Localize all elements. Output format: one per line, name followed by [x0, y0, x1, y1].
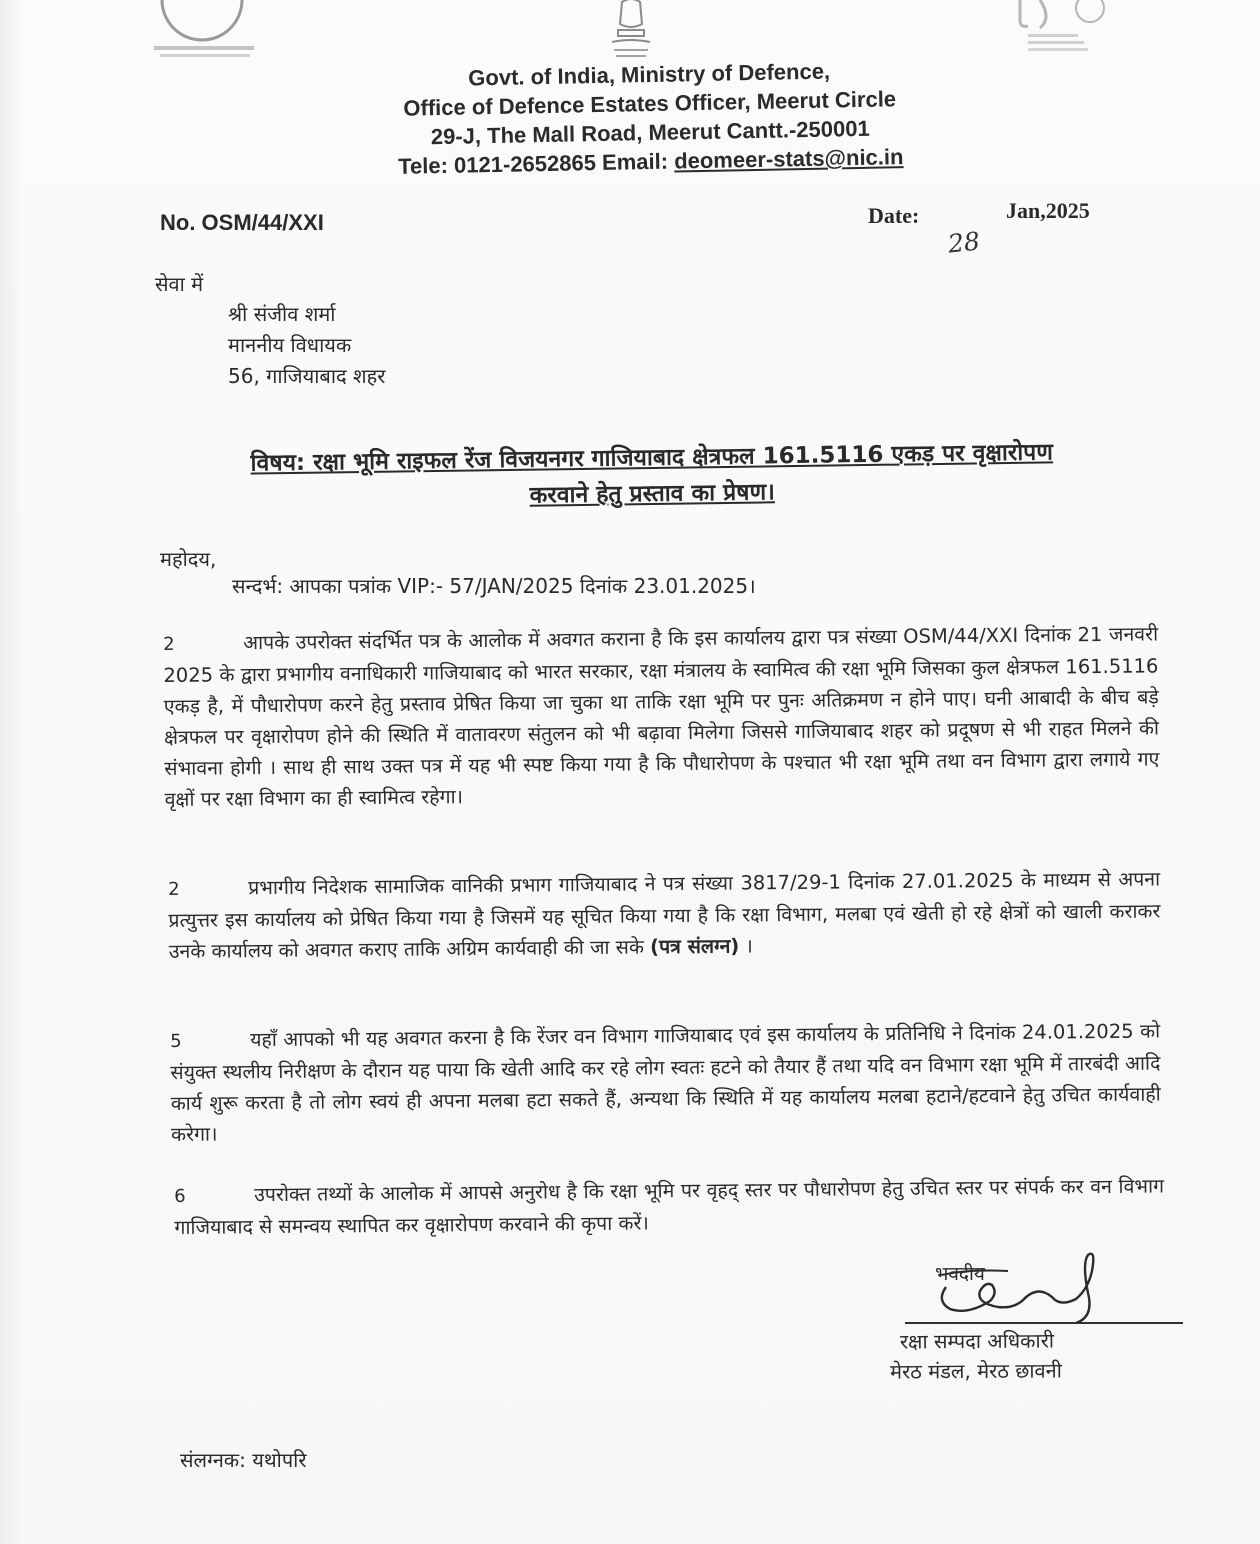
- salutation: महोदय,: [160, 547, 217, 571]
- paragraph: [168, 863, 1161, 967]
- left-logo-icon: [150, 0, 260, 62]
- addressee-constituency: 56, गाजियाबाद शहर: [228, 364, 386, 388]
- addressee-to: सेवा में: [155, 272, 204, 296]
- signature-line: [905, 1322, 1183, 1324]
- closing-bhavdiya: भवदीय: [935, 1263, 985, 1285]
- reference-number: No. OSM/44/XXI: [160, 210, 324, 235]
- national-emblem-icon: [600, 0, 662, 62]
- paragraph-number: 6: [174, 1185, 186, 1207]
- addressee-name: श्री संजीव शर्मा: [228, 302, 336, 326]
- subject: [172, 433, 1133, 518]
- letterhead-office: Office of Defence Estates Officer, Meerut Circle: [403, 86, 897, 121]
- letterhead: [329, 54, 971, 182]
- signatory-block: [890, 1325, 1062, 1386]
- paragraph: [163, 618, 1160, 815]
- paragraph: [170, 1015, 1161, 1149]
- letterhead-address: 29-J, The Mall Road, Meerut Cantt.-250001: [430, 115, 870, 150]
- paragraph-text: प्रभागीय निदेशक सामाजिक वानिकी प्रभाग गाजियाबाद ने पत्र संख्या 3817/29-1 दिनांक 27.01.2025 के माध्यम से अपना प्रत्युत्तर इस कार्यालय को प्रेषित किया गया है जिसमें यह सूचित किया गया है कि रक्षा विभाग, मलबा एवं खेती हो रहे क्षेत्रों को खाली कराकर उनके कार्यालय को अवगत कराए ताकि अग्रिम कार्यवाही की जा सके: [168, 867, 1161, 963]
- paragraph-tail: ।: [739, 934, 753, 958]
- paragraph: [174, 1170, 1165, 1243]
- right-logo-icon: [1010, 0, 1130, 56]
- subject-line-1: विषय: रक्षा भूमि राइफल रेंज विजयनगर गाजियाबाद क्षेत्रफल 161.5116 एकड़ पर वृक्षारोपण: [250, 439, 1054, 477]
- signatory-office: मेरठ मंडल, मेरठ छावनी: [890, 1358, 1062, 1384]
- letterhead-phone: Tele: 0121-2652865 Email:: [397, 148, 675, 179]
- paragraph-text: यहाँ आपको भी यह अवगत करना है कि रेंजर वन विभाग गाजियाबाद एवं इस कार्यालय के प्रतिनिधि ने दिनांक 24.01.2025 को संयुक्त स्थलीय निरीक्षण के दौरान यह पाया कि खेती आदि कर रहे लोग स्वतः हटने को तैयार हैं तथा यदि वन विभाग रक्षा भूमि में तारबंदी आदि कार्य शुरू करता है तो लोग स्वयं ही अपना मलबा हटा सकते हैं, अन्यथा कि स्थिति में यह कार्यालय मलबा हटाने/हटवाने हेतु उचित कार्यवाही करेगा।: [170, 1019, 1161, 1146]
- paragraph-text: उपरोक्त तथ्यों के आलोक में आपसे अनुरोध है कि रक्षा भूमि पर वृहद् स्तर पर पौधारोपण हेतु उचित स्तर पर संपर्क कर वन विभाग गाजियाबाद से समन्वय स्थापित कर वृक्षारोपण करवाने की कृपा करें।: [174, 1174, 1165, 1239]
- paragraph-number: 2: [168, 878, 180, 900]
- date-value: Jan,2025: [1006, 198, 1090, 223]
- signatory-designation: रक्षा सम्पदा अधिकारी: [899, 1328, 1055, 1354]
- paragraph-number: 2: [163, 633, 175, 655]
- letterhead-ministry: Govt. of India, Ministry of Defence,: [468, 58, 831, 91]
- handwritten-date: 28: [946, 226, 982, 259]
- date-label: Date:: [868, 203, 920, 228]
- reference-line: सन्दर्भ: आपका पत्रांक VIP:- 57/JAN/2025 दिनांक 23.01.2025।: [232, 574, 756, 598]
- page-edge-shadow: [0, 0, 24, 1544]
- enclosure-note: संलग्नक: यथोपरि: [180, 1448, 307, 1472]
- paragraph-enclosure-note: (पत्र संलग्न): [649, 934, 740, 959]
- paragraph-number: 5: [170, 1030, 182, 1052]
- letterhead-email: deomeer-stats@nic.in: [673, 144, 904, 174]
- addressee-title: माननीय विधायक: [228, 333, 352, 357]
- paragraph-text: आपके उपरोक्त संदर्भित पत्र के आलोक में अवगत कराना है कि इस कार्यालय द्वारा पत्र संख्या OSM/44/XXI दिनांक 21 जनवरी 2025 के द्वारा प्रभागीय वनाधिकारी गाजियाबाद को भारत सरकार, रक्षा मंत्रालय के स्वामित्व की रक्षा भूमि जिसका कुल क्षेत्रफल 161.5116 एकड़ है, में पौधारोपण करने हेतु प्रस्ताव प्रेषित किया जा चुका था ताकि रक्षा भूमि पर पुनः अतिक्रमण न होने पाए। घनी आबादी के बीच बड़े क्षेत्रफल पर वृक्षारोपण होने की स्थिति में वातावरण संतुलन को भी बढ़ावा मिलेगा जिससे गाजियाबाद शहर को प्रदूषण से भी राहत मिलने की संभावना होगी । साथ ही साथ उक्त पत्र में यह भी स्पष्ट किया गया है कि पौधारोपण के पश्चात भी रक्षा भूमि तथा वन विभाग द्वारा लगाये गए वृक्षों पर रक्षा विभाग का ही स्वामित्व रहेगा।: [163, 622, 1160, 811]
- subject-line-2: करवाने हेतु प्रस्ताव का प्रेषण।: [529, 479, 775, 509]
